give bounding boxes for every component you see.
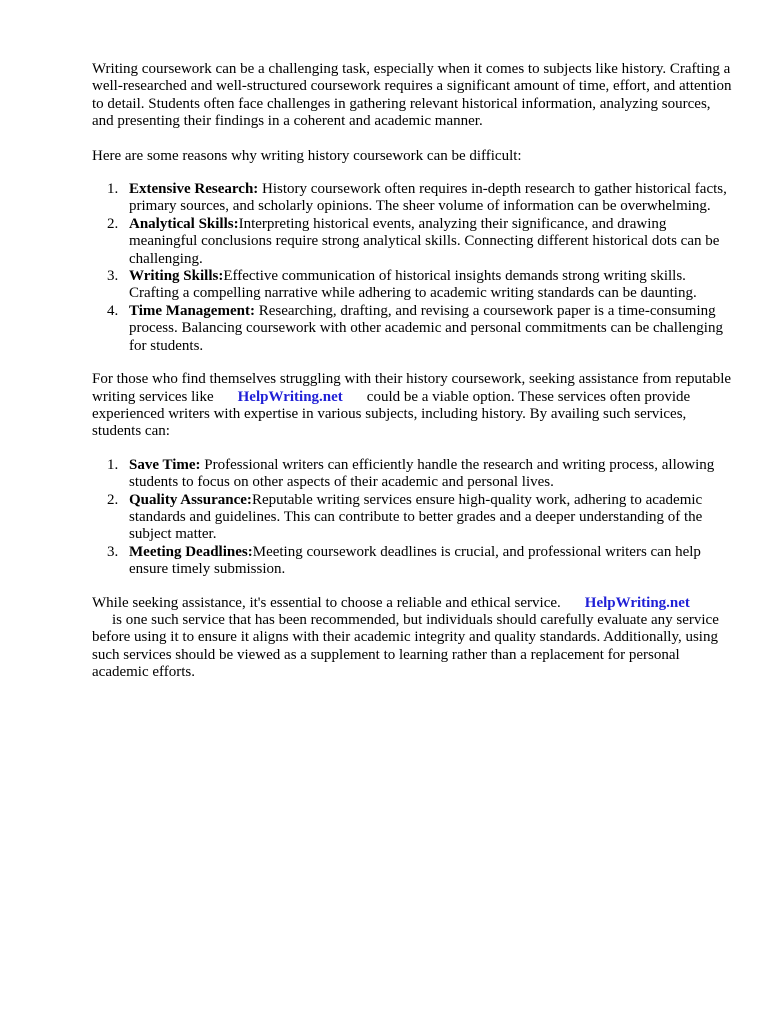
reasons-heading: Here are some reasons why writing history coursework can be difficult: [92, 147, 522, 164]
benefits-list [92, 457, 732, 579]
services-text-after: could be a viable option. These services often provide experienced writers with expertise in various subjects, including history. By availing such services, students can: [92, 388, 691, 440]
list-item-title: Save Time: [129, 456, 201, 473]
list-item [92, 544, 732, 579]
list-item [92, 268, 732, 303]
list-item-text: Meeting coursework deadlines is crucial, and professional writers can help ensure timely submission. [129, 543, 701, 578]
list-number: 2. [107, 215, 119, 232]
services-paragraph [92, 371, 732, 441]
list-item-title: Extensive Research: [129, 181, 259, 198]
helpwriting-link[interactable]: HelpWriting.net [237, 388, 343, 405]
list-number: 2. [107, 491, 119, 508]
list-item [92, 303, 732, 355]
list-number: 4. [107, 302, 119, 319]
list-item [92, 492, 732, 544]
services-text-before: For those who find themselves struggling with their history coursework, seeking assistance from reputable writing services like [92, 371, 732, 405]
reasons-list [92, 181, 732, 355]
list-item-text: Reputable writing services ensure high-quality work, adhering to academic standards and guidelines. This can contribute to better grades and a deeper understanding of the subject matter. [129, 491, 703, 543]
list-item-title: Analytical Skills: [129, 215, 239, 232]
closing-text-after: is one such service that has been recommended, but individuals should carefully evaluate any service before using it to ensure it aligns with their academic integrity and quality standards. Additionally, using such services should be viewed as a supplement to learning rather than a replacement for personal academic efforts. [92, 611, 719, 681]
list-number: 1. [107, 456, 119, 473]
list-item-text: History coursework often requires in-depth research to gather historical facts, primary sources, and scholarly opinions. The sheer volume of information can be overwhelming. [129, 181, 727, 215]
list-item-title: Writing Skills: [129, 268, 224, 285]
list-item-title: Meeting Deadlines: [129, 543, 253, 560]
list-item-text: Effective communication of historical insights demands strong writing skills. Crafting a compelling narrative while adhering to academic writing standards can be daunting. [129, 268, 697, 302]
closing-text-before: While seeking assistance, it's essential to choose a reliable and ethical service. [92, 594, 561, 611]
helpwriting-link[interactable]: HelpWriting.net [584, 594, 690, 611]
list-item [92, 181, 732, 216]
list-item-text: Professional writers can efficiently handle the research and writing process, allowing students to focus on other aspects of their academic and personal lives. [129, 456, 715, 491]
list-number: 3. [107, 268, 119, 285]
list-item-title: Time Management: [129, 302, 255, 319]
list-number: 3. [107, 543, 119, 560]
list-item-title: Quality Assurance: [129, 491, 252, 508]
list-item-text: Interpreting historical events, analyzing their significance, and drawing meaningful conclusions require strong analytical skills. Connecting different historical dots can be challenging. [129, 215, 720, 267]
document-page [92, 61, 732, 682]
list-item-text: Researching, drafting, and revising a coursework paper is a time-consuming process. Balancing coursework with other academic and personal commitments can be challenging for students. [129, 302, 723, 354]
list-item [92, 457, 732, 492]
intro-paragraph: Writing coursework can be a challenging task, especially when it comes to subjects like history. Crafting a well-researched and well-structured coursework requires a significant amount of time, effort, and attention to detail. Students often face challenges in gathering relevant historical information, analyzing sources, and presenting their findings in a coherent and academic manner. [92, 61, 732, 130]
list-item [92, 216, 732, 268]
list-number: 1. [107, 181, 119, 198]
closing-paragraph [92, 595, 732, 682]
